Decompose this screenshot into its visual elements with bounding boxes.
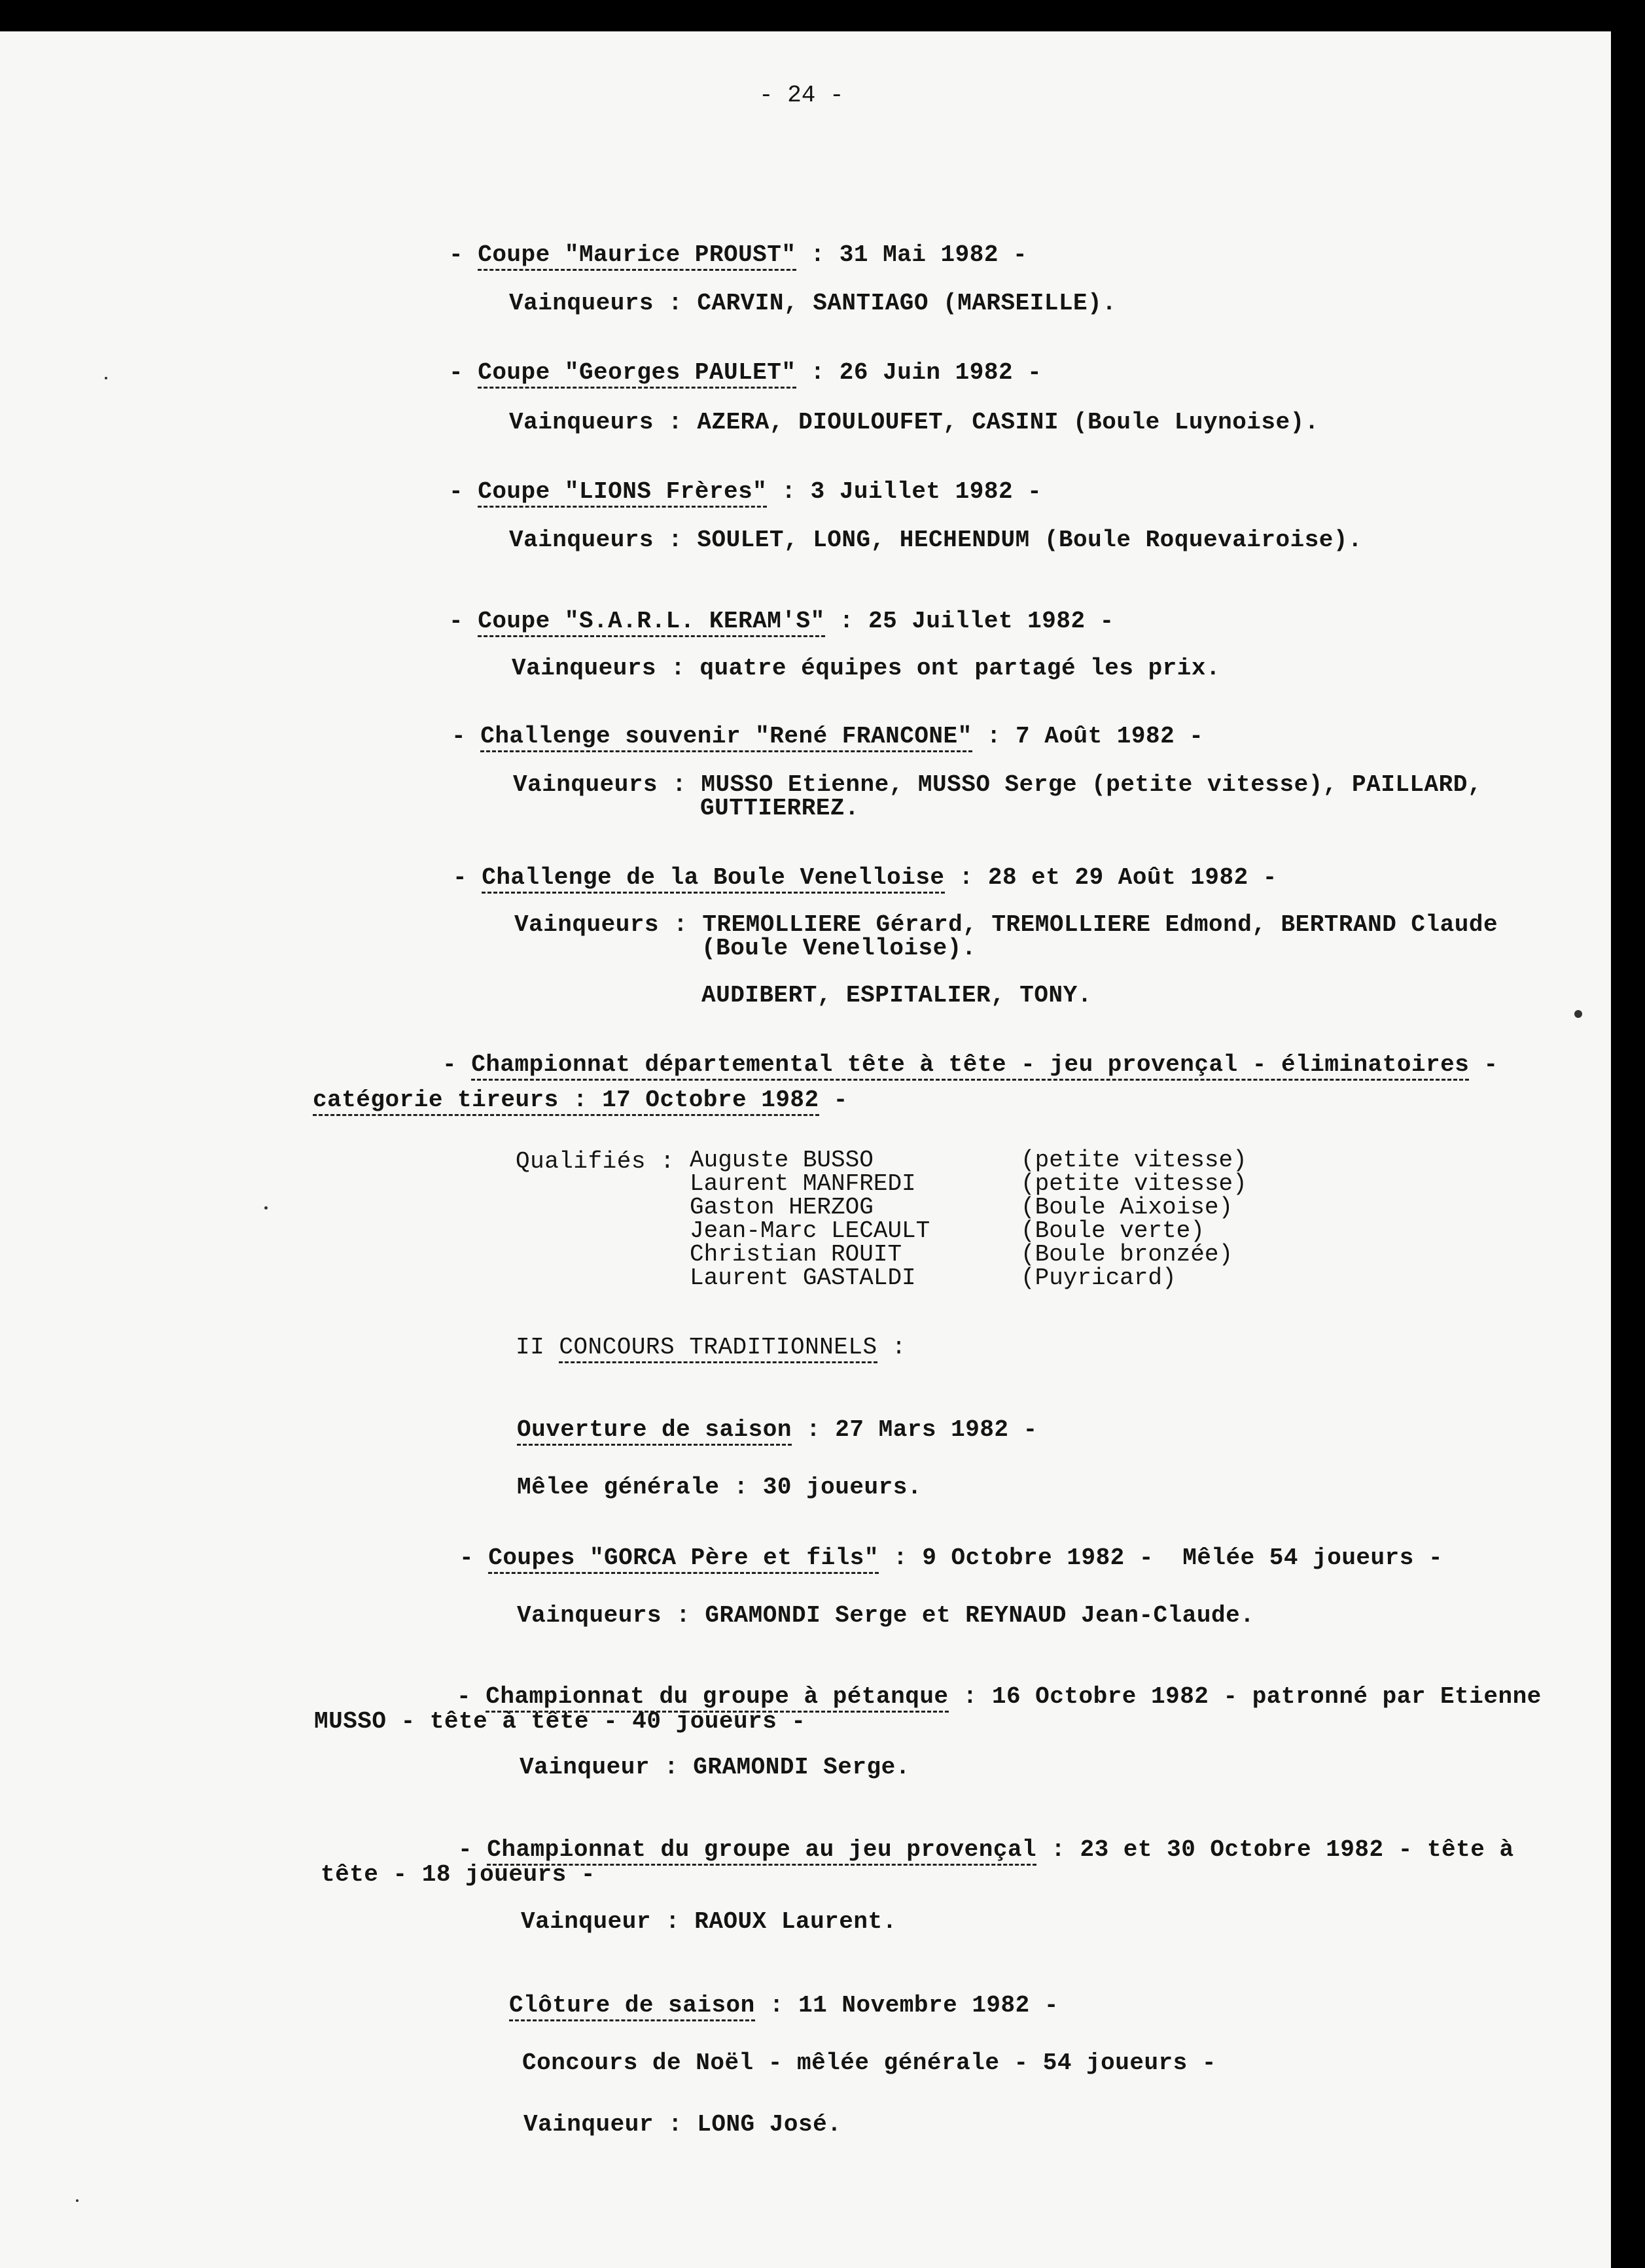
page-number: - 24 - <box>759 82 844 109</box>
qualified-name: Jean-Marc LECAULT <box>690 1217 930 1244</box>
petanque-heading: - Championnat du groupe à pétanque : 16 Octobre 1982 - patronné par Etienne <box>457 1684 1542 1710</box>
event-heading: - Coupe "Georges PAULET" : 26 Juin 1982 - <box>449 360 1042 386</box>
event-title: Challenge souvenir "René FRANCONE" <box>480 723 972 752</box>
qualified-name: Gaston HERZOG <box>690 1194 874 1221</box>
scan-speck <box>76 2199 79 2202</box>
event-title: Coupe "Maurice PROUST" <box>478 241 796 271</box>
event-title: Challenge de la Boule Venelloise <box>482 864 944 894</box>
qualified-name: Laurent GASTALDI <box>690 1265 916 1291</box>
championnat-heading-line2: catégorie tireurs : 17 Octobre 1982 - <box>313 1087 848 1113</box>
qualified-club: (Boule Aixoise) <box>1021 1194 1233 1221</box>
event-result: Vainqueurs : SOULET, LONG, HECHENDUM (Boule Roquevairoise). <box>509 527 1363 553</box>
event-heading: - Coupe "LIONS Frères" : 3 Juillet 1982 - <box>449 479 1042 505</box>
ouverture-detail: Mêlee générale : 30 joueurs. <box>517 1474 922 1501</box>
qualified-name: Laurent MANFREDI <box>690 1170 916 1197</box>
scan-speck <box>1574 1010 1582 1018</box>
provencal-heading-line2: tête - 18 joueurs - <box>321 1861 595 1888</box>
cloture-title: Clôture de saison <box>509 1992 755 2021</box>
gorca-title: Coupes "GORCA Père et fils" <box>488 1544 879 1574</box>
qualified-club: (Boule bronzée) <box>1021 1241 1233 1268</box>
scan-border <box>1611 0 1645 2268</box>
event-heading: - Challenge souvenir "René FRANCONE" : 7 Août 1982 - <box>451 724 1203 750</box>
event-title: Coupe "Georges PAULET" <box>478 359 796 389</box>
championnat-heading: - Championnat départemental tête à tête - jeu provençal - éliminatoires - <box>442 1052 1498 1078</box>
scan-speck <box>105 377 107 379</box>
petanque-title: Championnat du groupe à pétanque <box>486 1683 948 1713</box>
qualified-club: (petite vitesse) <box>1021 1147 1247 1174</box>
event-result: Vainqueurs : MUSSO Etienne, MUSSO Serge (petite vitesse), PAILLARD, <box>513 771 1482 798</box>
cloture-result: Vainqueur : LONG José. <box>523 2111 842 2138</box>
event-title: Coupe "LIONS Frères" <box>478 478 767 508</box>
provencal-result: Vainqueur : RAOUX Laurent. <box>521 1908 897 1935</box>
cloture-detail: Concours de Noël - mêlée générale - 54 joueurs - <box>522 2050 1216 2076</box>
qualified-name: Christian ROUIT <box>690 1241 902 1268</box>
qualified-club: (Boule verte) <box>1021 1217 1205 1244</box>
event-heading: - Coupe "Maurice PROUST" : 31 Mai 1982 - <box>449 242 1027 268</box>
event-result: Vainqueurs : TREMOLLIERE Gérard, TREMOLLIERE Edmond, BERTRAND Claude <box>514 911 1498 938</box>
section-title: CONCOURS TRADITIONNELS <box>559 1334 877 1363</box>
event-result: Vainqueurs : quatre équipes ont partagé les prix. <box>512 655 1221 682</box>
event-heading: - Coupe "S.A.R.L. KERAM'S" : 25 Juillet 1982 - <box>449 608 1114 635</box>
gorca-result: Vainqueurs : GRAMONDI Serge et REYNAUD Jean-Claude. <box>517 1602 1255 1629</box>
qualified-label: Qualifiés : <box>516 1148 675 1175</box>
qualified-club: (petite vitesse) <box>1021 1170 1247 1197</box>
event-result-continued: (Boule Venelloise). <box>701 935 976 962</box>
scan-speck <box>264 1206 268 1210</box>
section-heading: II CONCOURS TRADITIONNELS : <box>516 1335 906 1361</box>
championnat-title: Championnat départemental tête à tête - jeu provençal - éliminatoires <box>471 1051 1469 1081</box>
event-result-continued: GUTTIERREZ. <box>700 795 860 822</box>
ouverture-heading: Ouverture de saison : 27 Mars 1982 - <box>517 1417 1038 1443</box>
event-result-extra: AUDIBERT, ESPITALIER, TONY. <box>701 982 1092 1009</box>
petanque-result: Vainqueur : GRAMONDI Serge. <box>520 1754 910 1781</box>
qualified-name: Auguste BUSSO <box>690 1147 874 1174</box>
event-title: Coupe "S.A.R.L. KERAM'S" <box>478 608 824 637</box>
gorca-heading: - Coupes "GORCA Père et fils" : 9 Octobre 1982 - Mêlée 54 joueurs - <box>459 1545 1443 1571</box>
provencal-title: Championnat du groupe au jeu provençal <box>487 1836 1036 1866</box>
qualified-club: (Puyricard) <box>1021 1265 1176 1291</box>
event-heading: - Challenge de la Boule Venelloise : 28 et 29 Août 1982 - <box>453 865 1277 891</box>
cloture-heading: Clôture de saison : 11 Novembre 1982 - <box>509 1993 1059 2019</box>
provencal-heading: - Championnat du groupe au jeu provençal : 23 et 30 Octobre 1982 - tête à <box>458 1837 1514 1863</box>
petanque-heading-line2: MUSSO - tête à tête - 40 joueurs - <box>314 1708 806 1735</box>
event-result: Vainqueurs : AZERA, DIOULOUFET, CASINI (Boule Luynoise). <box>509 409 1319 436</box>
event-result: Vainqueurs : CARVIN, SANTIAGO (MARSEILLE). <box>509 290 1117 317</box>
ouverture-title: Ouverture de saison <box>517 1416 792 1446</box>
